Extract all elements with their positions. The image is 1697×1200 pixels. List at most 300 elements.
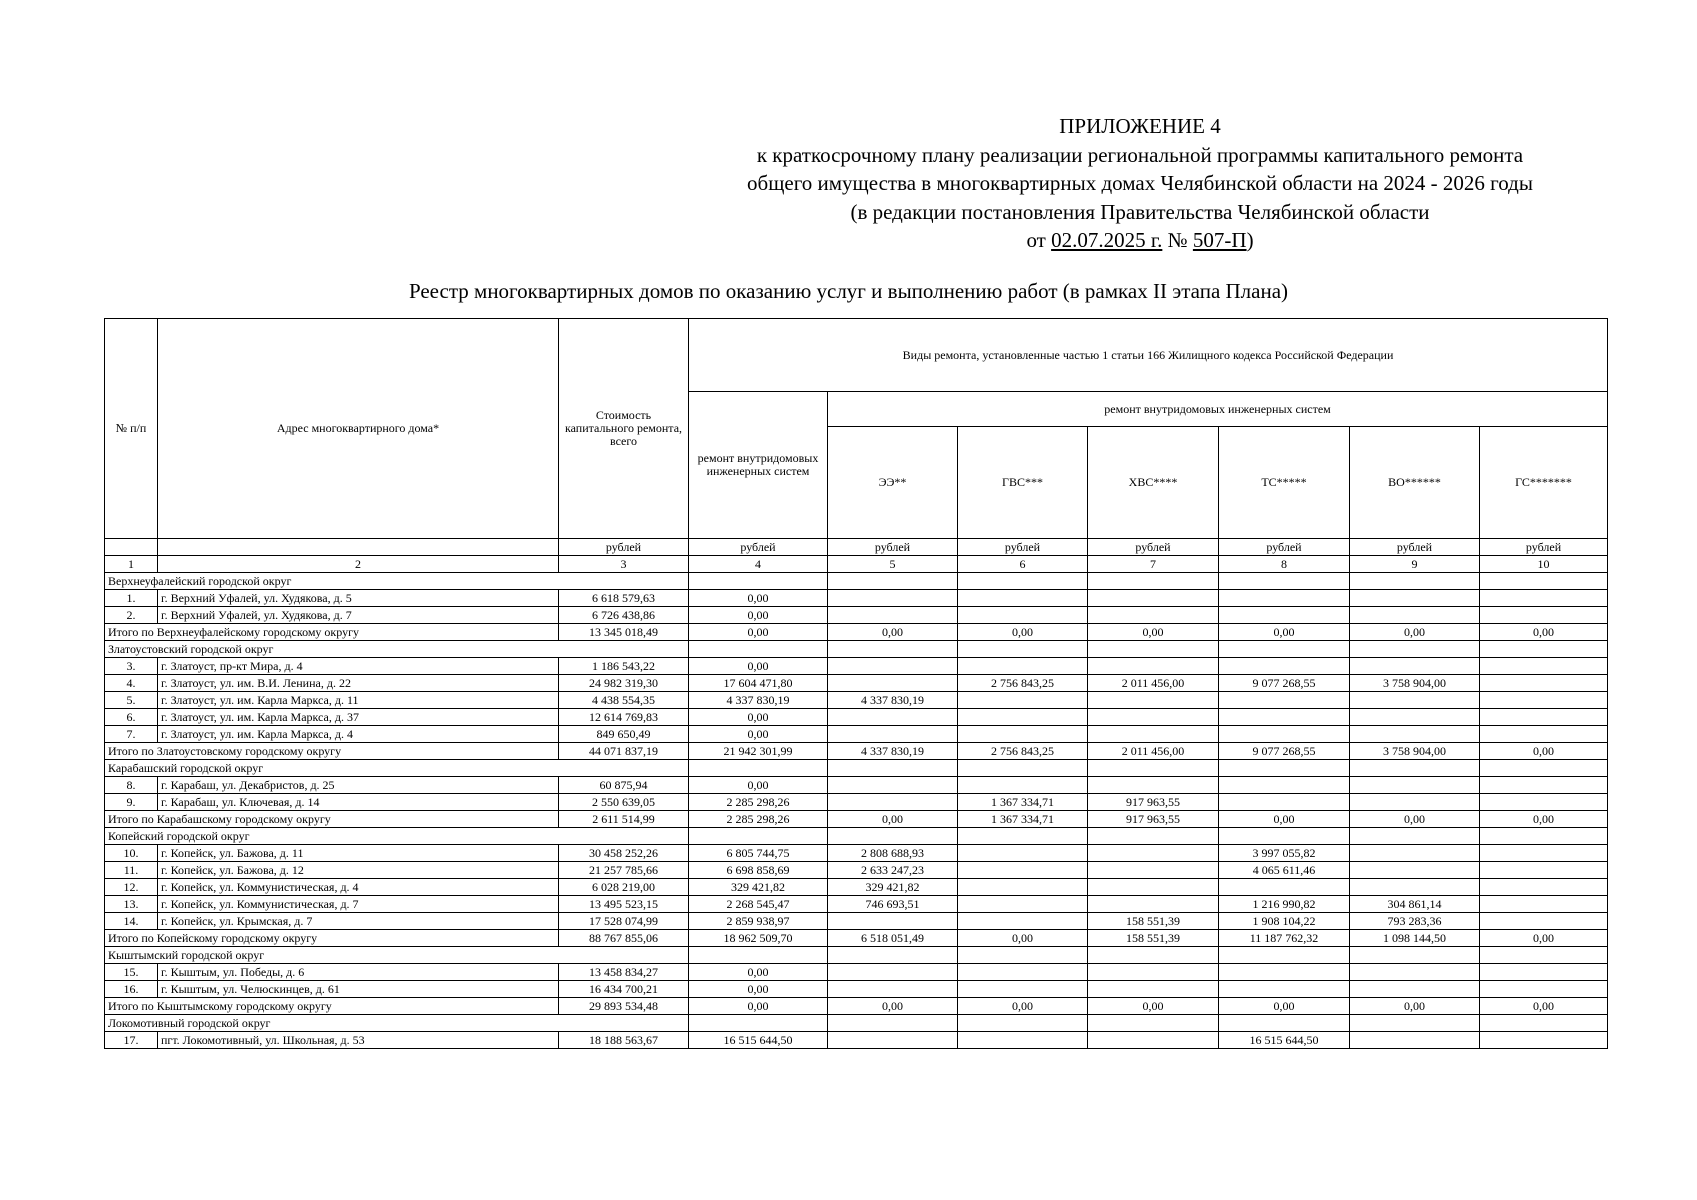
amount-cell <box>958 964 1088 981</box>
row-number: 10. <box>105 845 158 862</box>
amount-cell: 0,00 <box>828 998 958 1015</box>
amount-cell <box>1219 964 1350 981</box>
section-row <box>105 641 1608 658</box>
amount-cell: 11 187 762,32 <box>1219 930 1350 947</box>
amount-cell <box>958 607 1088 624</box>
amount-cell: 30 458 252,26 <box>559 845 689 862</box>
amount-cell: 329 421,82 <box>828 879 958 896</box>
empty-cell <box>1088 828 1219 845</box>
empty-cell <box>1480 1015 1608 1032</box>
amount-cell <box>828 675 958 692</box>
amount-cell: 0,00 <box>1088 998 1219 1015</box>
amount-cell <box>1480 777 1608 794</box>
amount-cell: 6 805 744,75 <box>689 845 828 862</box>
empty-cell <box>958 947 1088 964</box>
total-row <box>105 624 1608 641</box>
table-row <box>105 879 1608 896</box>
amount-cell <box>1480 590 1608 607</box>
amount-cell: 16 515 644,50 <box>1219 1032 1350 1049</box>
amount-cell: 29 893 534,48 <box>559 998 689 1015</box>
header-num: № п/п <box>105 319 158 539</box>
row-address: г. Копейск, ул. Коммунистическая, д. 4 <box>158 879 559 896</box>
total-row <box>105 811 1608 828</box>
empty-cell <box>958 641 1088 658</box>
empty-cell <box>958 828 1088 845</box>
amount-cell <box>1480 692 1608 709</box>
empty-cell <box>1088 573 1219 590</box>
amount-cell: 4 438 554,35 <box>559 692 689 709</box>
amount-cell: 0,00 <box>958 930 1088 947</box>
amount-cell: 3 997 055,82 <box>1219 845 1350 862</box>
amount-cell: 0,00 <box>1480 998 1608 1015</box>
table-row <box>105 709 1608 726</box>
empty-cell <box>1350 641 1480 658</box>
empty-cell <box>828 947 958 964</box>
amount-cell: 2 633 247,23 <box>828 862 958 879</box>
row-number: 13. <box>105 896 158 913</box>
amount-cell <box>1088 879 1219 896</box>
column-number: 1 <box>105 556 158 573</box>
amount-cell: 13 345 018,49 <box>559 624 689 641</box>
amount-cell: 2 756 843,25 <box>958 675 1088 692</box>
table-row <box>105 794 1608 811</box>
amount-cell: 4 337 830,19 <box>828 692 958 709</box>
amount-cell <box>1350 607 1480 624</box>
amount-cell: 0,00 <box>1088 624 1219 641</box>
empty-cell <box>1480 760 1608 777</box>
amount-cell <box>828 607 958 624</box>
empty-cell <box>1480 573 1608 590</box>
amount-cell <box>958 709 1088 726</box>
empty-cell <box>689 641 828 658</box>
total-row <box>105 998 1608 1015</box>
amount-cell <box>828 726 958 743</box>
row-number: 1. <box>105 590 158 607</box>
amount-cell: 329 421,82 <box>689 879 828 896</box>
amount-cell <box>1480 675 1608 692</box>
section-label: Кыштымский городской округ <box>105 947 689 964</box>
empty-cell <box>958 760 1088 777</box>
table-row <box>105 981 1608 998</box>
unit-cell: рублей <box>1088 539 1219 556</box>
section-row <box>105 573 1608 590</box>
section-label: Златоустовский городской округ <box>105 641 689 658</box>
header-line-4: (в редакции постановления Правительства Челябинской области <box>850 199 1430 224</box>
amount-cell <box>1350 862 1480 879</box>
header-line-2: к краткосрочному плану реализации региональной программы капитального ремонта <box>756 142 1524 167</box>
amount-cell <box>958 692 1088 709</box>
empty-cell <box>689 760 828 777</box>
amount-cell: 1 367 334,71 <box>958 811 1088 828</box>
amount-cell: 0,00 <box>958 998 1088 1015</box>
registry-table <box>104 318 1608 1049</box>
header-repair-types: Виды ремонта, установленные частью 1 статьи 166 Жилищного кодекса Российской Федерации <box>689 319 1608 392</box>
amount-cell: 9 077 268,55 <box>1219 675 1350 692</box>
amount-cell <box>828 709 958 726</box>
amount-cell: 0,00 <box>689 964 828 981</box>
amount-cell <box>1088 777 1219 794</box>
empty-cell <box>1480 641 1608 658</box>
empty-cell <box>1219 760 1350 777</box>
amount-cell <box>1480 607 1608 624</box>
table-row <box>105 675 1608 692</box>
row-address: г. Златоуст, ул. им. Карла Маркса, д. 11 <box>158 692 559 709</box>
header-hvs: ХВС**** <box>1088 427 1219 539</box>
total-label: Итого по Кыштымскому городскому округу <box>105 998 559 1015</box>
amount-cell <box>1219 777 1350 794</box>
units-row <box>105 539 1608 556</box>
amount-cell <box>1350 590 1480 607</box>
empty-cell <box>1219 641 1350 658</box>
amount-cell <box>1219 709 1350 726</box>
amount-cell: 6 028 219,00 <box>559 879 689 896</box>
amount-cell <box>1480 658 1608 675</box>
amount-cell: 60 875,94 <box>559 777 689 794</box>
header-ts: ТС***** <box>1219 427 1350 539</box>
amount-cell <box>958 879 1088 896</box>
amount-cell <box>828 590 958 607</box>
column-numbers-row <box>105 556 1608 573</box>
section-label: Копейский городской округ <box>105 828 689 845</box>
empty-cell <box>1350 573 1480 590</box>
amount-cell <box>1480 1032 1608 1049</box>
empty-cell <box>1350 1015 1480 1032</box>
amount-cell: 917 963,55 <box>1088 811 1219 828</box>
amount-cell <box>1219 607 1350 624</box>
amount-cell: 0,00 <box>1480 811 1608 828</box>
amount-cell: 1 186 543,22 <box>559 658 689 675</box>
unit-cell: рублей <box>689 539 828 556</box>
amount-cell: 158 551,39 <box>1088 913 1219 930</box>
header-gs: ГС******* <box>1480 427 1608 539</box>
amount-cell <box>1480 862 1608 879</box>
header-line-3: общего имущества в многоквартирных домах Челябинской области на 2024 - 2026 годы <box>747 171 1533 196</box>
total-row <box>105 930 1608 947</box>
amount-cell <box>1219 590 1350 607</box>
section-label: Карабашский городской округ <box>105 760 689 777</box>
total-label: Итого по Златоустовскому городскому округу <box>105 743 559 760</box>
amount-cell: 0,00 <box>689 658 828 675</box>
row-address: г. Карабаш, ул. Ключевая, д. 14 <box>158 794 559 811</box>
row-number: 17. <box>105 1032 158 1049</box>
column-number: 2 <box>158 556 559 573</box>
row-number: 3. <box>105 658 158 675</box>
amount-cell <box>1350 845 1480 862</box>
empty-cell <box>958 1015 1088 1032</box>
empty-cell <box>689 828 828 845</box>
amount-cell <box>1219 692 1350 709</box>
total-label: Итого по Карабашскому городскому округу <box>105 811 559 828</box>
amount-cell <box>958 896 1088 913</box>
amount-cell <box>828 1032 958 1049</box>
row-number: 7. <box>105 726 158 743</box>
amount-cell: 0,00 <box>689 607 828 624</box>
amount-cell <box>1350 981 1480 998</box>
empty-cell <box>1350 760 1480 777</box>
amount-cell <box>958 862 1088 879</box>
amount-cell: 16 434 700,21 <box>559 981 689 998</box>
header-address: Адрес многоквартирного дома* <box>158 319 559 539</box>
table-row <box>105 658 1608 675</box>
total-label: Итого по Верхнеуфалейскому городскому округу <box>105 624 559 641</box>
amount-cell <box>1088 607 1219 624</box>
header-ee: ЭЭ** <box>828 427 958 539</box>
amount-cell <box>1088 964 1219 981</box>
registry-title: Реестр многоквартирных домов по оказанию услуг и выполнению работ (в рамках II этапа Плана) <box>408 279 1289 303</box>
empty-cell <box>1219 573 1350 590</box>
amount-cell: 1 216 990,82 <box>1219 896 1350 913</box>
amount-cell: 2 550 639,05 <box>559 794 689 811</box>
amount-cell: 18 188 563,67 <box>559 1032 689 1049</box>
amount-cell <box>1088 658 1219 675</box>
empty-cell <box>1350 828 1480 845</box>
amount-cell <box>958 590 1088 607</box>
row-address: г. Златоуст, пр-кт Мира, д. 4 <box>158 658 559 675</box>
amount-cell: 0,00 <box>689 590 828 607</box>
amount-cell: 0,00 <box>689 981 828 998</box>
section-row <box>105 828 1608 845</box>
empty-cell <box>689 573 828 590</box>
amount-cell: 917 963,55 <box>1088 794 1219 811</box>
row-number: 11. <box>105 862 158 879</box>
unit-cell: рублей <box>559 539 689 556</box>
amount-cell: 0,00 <box>1350 624 1480 641</box>
amount-cell <box>1480 709 1608 726</box>
amount-cell: 2 859 938,97 <box>689 913 828 930</box>
table-row <box>105 607 1608 624</box>
amount-cell: 24 982 319,30 <box>559 675 689 692</box>
amount-cell <box>1480 896 1608 913</box>
amount-cell <box>828 658 958 675</box>
section-row <box>105 947 1608 964</box>
empty-cell <box>828 1015 958 1032</box>
row-number: 8. <box>105 777 158 794</box>
empty-cell <box>1219 947 1350 964</box>
row-address: г. Кыштым, ул. Победы, д. 6 <box>158 964 559 981</box>
amount-cell: 0,00 <box>689 777 828 794</box>
amount-cell: 746 693,51 <box>828 896 958 913</box>
amount-cell: 9 077 268,55 <box>1219 743 1350 760</box>
amount-cell: 2 268 545,47 <box>689 896 828 913</box>
table-row <box>105 1032 1608 1049</box>
empty-cell <box>689 947 828 964</box>
row-address: г. Кыштым, ул. Челюскинцев, д. 61 <box>158 981 559 998</box>
amount-cell <box>958 658 1088 675</box>
amount-cell: 0,00 <box>689 624 828 641</box>
row-address: г. Верхний Уфалей, ул. Худякова, д. 5 <box>158 590 559 607</box>
amount-cell: 849 650,49 <box>559 726 689 743</box>
amount-cell: 18 962 509,70 <box>689 930 828 947</box>
row-address: г. Копейск, ул. Крымская, д. 7 <box>158 913 559 930</box>
amount-cell <box>1350 692 1480 709</box>
column-number: 3 <box>559 556 689 573</box>
amount-cell: 88 767 855,06 <box>559 930 689 947</box>
amount-cell <box>1088 981 1219 998</box>
amount-cell: 12 614 769,83 <box>559 709 689 726</box>
amount-cell: 2 011 456,00 <box>1088 675 1219 692</box>
amount-cell <box>1088 896 1219 913</box>
amount-cell: 21 942 301,99 <box>689 743 828 760</box>
amount-cell: 13 458 834,27 <box>559 964 689 981</box>
row-number: 6. <box>105 709 158 726</box>
amount-cell <box>958 845 1088 862</box>
amount-cell <box>1480 879 1608 896</box>
empty-cell <box>1350 947 1480 964</box>
row-address: г. Копейск, ул. Бажова, д. 12 <box>158 862 559 879</box>
amount-cell: 1 098 144,50 <box>1350 930 1480 947</box>
amount-cell <box>1350 879 1480 896</box>
amount-cell: 21 257 785,66 <box>559 862 689 879</box>
amount-cell <box>1219 726 1350 743</box>
amount-cell: 0,00 <box>689 726 828 743</box>
header-line-5 <box>690 226 1590 255</box>
amount-cell: 0,00 <box>828 811 958 828</box>
section-row <box>105 1015 1608 1032</box>
header-cost: Стоимость капитального ремонта, всего <box>559 319 689 539</box>
amount-cell: 2 808 688,93 <box>828 845 958 862</box>
row-address: г. Копейск, ул. Бажова, д. 11 <box>158 845 559 862</box>
appendix-title: ПРИЛОЖЕНИЕ 4 <box>1059 114 1221 138</box>
table-row <box>105 726 1608 743</box>
amount-cell: 0,00 <box>1219 624 1350 641</box>
empty-cell <box>1088 1015 1219 1032</box>
unit-cell <box>105 539 158 556</box>
section-row <box>105 760 1608 777</box>
header-gvs: ГВС*** <box>958 427 1088 539</box>
amount-cell <box>1350 964 1480 981</box>
row-address: г. Златоуст, ул. им. Карла Маркса, д. 37 <box>158 709 559 726</box>
amount-cell <box>1219 794 1350 811</box>
column-number: 4 <box>689 556 828 573</box>
row-number: 5. <box>105 692 158 709</box>
total-label: Итого по Копейскому городскому округу <box>105 930 559 947</box>
row-number: 15. <box>105 964 158 981</box>
header-engineering-group: ремонт внутридомовых инженерных систем <box>828 392 1608 427</box>
amount-cell: 17 528 074,99 <box>559 913 689 930</box>
amount-cell <box>828 794 958 811</box>
amount-cell <box>958 981 1088 998</box>
amount-cell <box>1088 1032 1219 1049</box>
empty-cell <box>1219 1015 1350 1032</box>
column-number: 6 <box>958 556 1088 573</box>
amount-cell <box>1088 726 1219 743</box>
amount-cell <box>828 777 958 794</box>
amount-cell: 0,00 <box>1219 998 1350 1015</box>
table-row <box>105 913 1608 930</box>
table-row <box>105 896 1608 913</box>
empty-cell <box>1219 828 1350 845</box>
row-address: г. Карабаш, ул. Декабристов, д. 25 <box>158 777 559 794</box>
amount-cell: 44 071 837,19 <box>559 743 689 760</box>
amount-cell: 4 065 611,46 <box>1219 862 1350 879</box>
column-number: 5 <box>828 556 958 573</box>
amount-cell <box>958 1032 1088 1049</box>
column-number: 9 <box>1350 556 1480 573</box>
amount-cell: 0,00 <box>1480 624 1608 641</box>
amount-cell: 1 367 334,71 <box>958 794 1088 811</box>
amount-cell: 6 518 051,49 <box>828 930 958 947</box>
row-number: 2. <box>105 607 158 624</box>
row-number: 14. <box>105 913 158 930</box>
unit-cell: рублей <box>828 539 958 556</box>
row-number: 9. <box>105 794 158 811</box>
resolution-prefix: от <box>1026 228 1052 253</box>
empty-cell <box>1480 828 1608 845</box>
amount-cell <box>1480 913 1608 930</box>
amount-cell <box>1088 845 1219 862</box>
unit-cell: рублей <box>1480 539 1608 556</box>
amount-cell <box>1480 845 1608 862</box>
amount-cell <box>828 964 958 981</box>
row-address: г. Верхний Уфалей, ул. Худякова, д. 7 <box>158 607 559 624</box>
empty-cell <box>828 760 958 777</box>
row-address: пгт. Локомотивный, ул. Школьная, д. 53 <box>158 1032 559 1049</box>
amount-cell <box>1350 777 1480 794</box>
amount-cell: 2 285 298,26 <box>689 794 828 811</box>
document-header <box>690 112 1590 255</box>
amount-cell <box>828 913 958 930</box>
row-number: 12. <box>105 879 158 896</box>
amount-cell: 1 908 104,22 <box>1219 913 1350 930</box>
amount-cell: 0,00 <box>828 624 958 641</box>
amount-cell: 158 551,39 <box>1088 930 1219 947</box>
amount-cell <box>1088 590 1219 607</box>
amount-cell: 3 758 904,00 <box>1350 675 1480 692</box>
amount-cell: 0,00 <box>1219 811 1350 828</box>
table-row <box>105 845 1608 862</box>
amount-cell <box>1350 709 1480 726</box>
row-number: 16. <box>105 981 158 998</box>
amount-cell: 4 337 830,19 <box>828 743 958 760</box>
amount-cell: 16 515 644,50 <box>689 1032 828 1049</box>
resolution-mid: № <box>1162 228 1193 253</box>
amount-cell: 0,00 <box>1350 998 1480 1015</box>
row-address: г. Златоуст, ул. им. В.И. Ленина, д. 22 <box>158 675 559 692</box>
unit-cell <box>158 539 559 556</box>
amount-cell: 6 698 858,69 <box>689 862 828 879</box>
amount-cell <box>828 981 958 998</box>
amount-cell <box>958 777 1088 794</box>
empty-cell <box>689 1015 828 1032</box>
column-number: 7 <box>1088 556 1219 573</box>
amount-cell <box>1480 794 1608 811</box>
amount-cell <box>958 726 1088 743</box>
amount-cell <box>1350 794 1480 811</box>
row-address: г. Копейск, ул. Коммунистическая, д. 7 <box>158 896 559 913</box>
amount-cell <box>1480 981 1608 998</box>
table-row <box>105 590 1608 607</box>
amount-cell <box>1088 862 1219 879</box>
empty-cell <box>828 573 958 590</box>
resolution-suffix: ) <box>1246 228 1254 253</box>
amount-cell <box>1219 981 1350 998</box>
amount-cell: 2 756 843,25 <box>958 743 1088 760</box>
amount-cell: 3 758 904,00 <box>1350 743 1480 760</box>
amount-cell <box>1480 964 1608 981</box>
header-vo: ВО****** <box>1350 427 1480 539</box>
unit-cell: рублей <box>1219 539 1350 556</box>
amount-cell <box>1480 726 1608 743</box>
empty-cell <box>1088 641 1219 658</box>
amount-cell <box>1350 726 1480 743</box>
amount-cell: 793 283,36 <box>1350 913 1480 930</box>
amount-cell: 304 861,14 <box>1350 896 1480 913</box>
empty-cell <box>1088 947 1219 964</box>
amount-cell <box>958 913 1088 930</box>
amount-cell: 6 726 438,86 <box>559 607 689 624</box>
table-row <box>105 862 1608 879</box>
amount-cell: 0,00 <box>958 624 1088 641</box>
